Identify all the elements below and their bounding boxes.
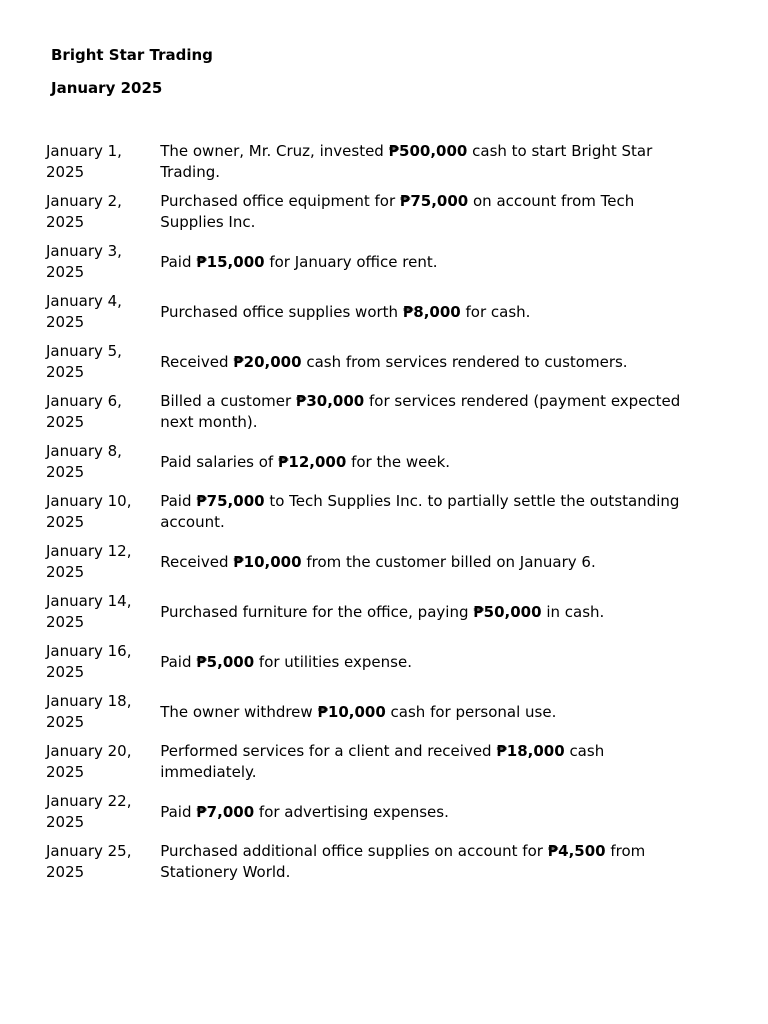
transaction-description <box>156 537 702 587</box>
transaction-description <box>156 137 702 187</box>
transaction-row <box>42 487 702 537</box>
transaction-description <box>156 837 702 887</box>
transaction-date: January 10, 2025 <box>46 492 132 531</box>
description-text: Paid <box>160 492 197 510</box>
description-text: Paid <box>160 802 197 821</box>
transaction-row <box>42 437 702 487</box>
description-text: for January office rent. <box>264 252 438 271</box>
transaction-amount: ₱500,000 <box>388 142 468 160</box>
description-text: for advertising expenses. <box>254 802 449 821</box>
transaction-description <box>156 737 702 787</box>
transaction-date: January 5, 2025 <box>46 342 122 381</box>
transaction-date: January 14, 2025 <box>46 592 132 631</box>
transaction-amount: ₱30,000 <box>295 392 365 410</box>
transaction-amount: ₱75,000 <box>196 492 265 510</box>
transactions-table <box>42 137 702 887</box>
transaction-description <box>156 187 702 237</box>
transaction-row <box>42 287 702 337</box>
description-text: cash for personal use. <box>385 702 557 721</box>
period-title: January 2025 <box>51 79 163 97</box>
description-text: Purchased additional office supplies on account for <box>160 842 548 860</box>
description-text: cash to start Bright Star Trading. <box>160 142 653 181</box>
description-text: Purchased office equipment for <box>160 192 400 210</box>
transaction-date: January 12, 2025 <box>46 542 132 581</box>
description-text: Received <box>160 552 234 571</box>
company-name: Bright Star Trading <box>51 46 213 64</box>
transaction-amount: ₱5,000 <box>196 652 255 671</box>
transaction-description <box>156 437 702 487</box>
transaction-amount: ₱10,000 <box>317 702 386 721</box>
transaction-description <box>156 237 702 287</box>
description-text: in cash. <box>541 602 605 621</box>
description-text: Paid <box>160 652 197 671</box>
transaction-row <box>42 787 702 837</box>
transaction-description <box>156 387 702 437</box>
transaction-row <box>42 537 702 587</box>
transaction-row <box>42 687 702 737</box>
description-text: The owner, Mr. Cruz, invested <box>160 142 389 160</box>
transaction-date: January 16, 2025 <box>46 642 132 681</box>
description-text: The owner withdrew <box>160 702 318 721</box>
transaction-description <box>156 337 702 387</box>
description-text: to Tech Supplies Inc. to partially settle the outstanding account. <box>160 492 680 531</box>
transaction-amount: ₱12,000 <box>277 452 347 471</box>
transaction-date: January 22, 2025 <box>46 792 132 831</box>
transaction-amount: ₱8,000 <box>402 302 461 321</box>
description-text: cash from services rendered to customers. <box>301 352 628 371</box>
transaction-amount: ₱50,000 <box>473 602 542 621</box>
transaction-date: January 18, 2025 <box>46 692 132 731</box>
transaction-date: January 6, 2025 <box>46 392 122 431</box>
transaction-row <box>42 387 702 437</box>
description-text: for the week. <box>346 452 451 471</box>
description-text: from the customer billed on January 6. <box>301 552 596 571</box>
transaction-description <box>156 787 702 837</box>
description-text: cash immediately. <box>160 742 605 781</box>
transaction-date: January 2, 2025 <box>46 192 122 231</box>
transaction-date: January 20, 2025 <box>46 742 132 781</box>
description-text: Received <box>160 352 234 371</box>
transaction-date: January 8, 2025 <box>46 442 122 481</box>
description-text: Paid <box>160 252 197 271</box>
transaction-amount: ₱4,500 <box>547 842 606 860</box>
description-text: from Stationery World. <box>160 842 646 881</box>
transaction-amount: ₱10,000 <box>233 552 302 571</box>
transaction-description <box>156 587 702 637</box>
transaction-date: January 1, 2025 <box>46 142 122 181</box>
transaction-description <box>156 637 702 687</box>
description-text: for services rendered (payment expected next month). <box>160 392 681 431</box>
transaction-row <box>42 337 702 387</box>
transaction-amount: ₱20,000 <box>233 352 302 371</box>
transaction-date: January 3, 2025 <box>46 242 122 281</box>
transaction-row <box>42 237 702 287</box>
transaction-row <box>42 137 702 187</box>
description-text: Performed services for a client and received <box>160 742 497 760</box>
transaction-row <box>42 737 702 787</box>
description-text: on account from Tech Supplies Inc. <box>160 192 635 231</box>
description-text: Purchased office supplies worth <box>160 302 403 321</box>
transaction-date: January 4, 2025 <box>46 292 122 331</box>
transaction-date: January 25, 2025 <box>46 842 132 881</box>
transaction-description <box>156 687 702 737</box>
transactions-body <box>42 137 702 887</box>
transaction-amount: ₱18,000 <box>496 742 565 760</box>
transaction-description <box>156 487 702 537</box>
transaction-amount: ₱7,000 <box>196 802 255 821</box>
transaction-row <box>42 187 702 237</box>
description-text: for utilities expense. <box>254 652 412 671</box>
description-text: Paid salaries of <box>160 452 278 471</box>
description-text: Purchased furniture for the office, paying <box>160 602 474 621</box>
description-text: Billed a customer <box>160 392 296 410</box>
transaction-row <box>42 587 702 637</box>
transaction-amount: ₱75,000 <box>399 192 469 210</box>
transaction-description <box>156 287 702 337</box>
description-text: for cash. <box>460 302 531 321</box>
transaction-row <box>42 837 702 887</box>
transaction-amount: ₱15,000 <box>196 252 265 271</box>
transaction-row <box>42 637 702 687</box>
